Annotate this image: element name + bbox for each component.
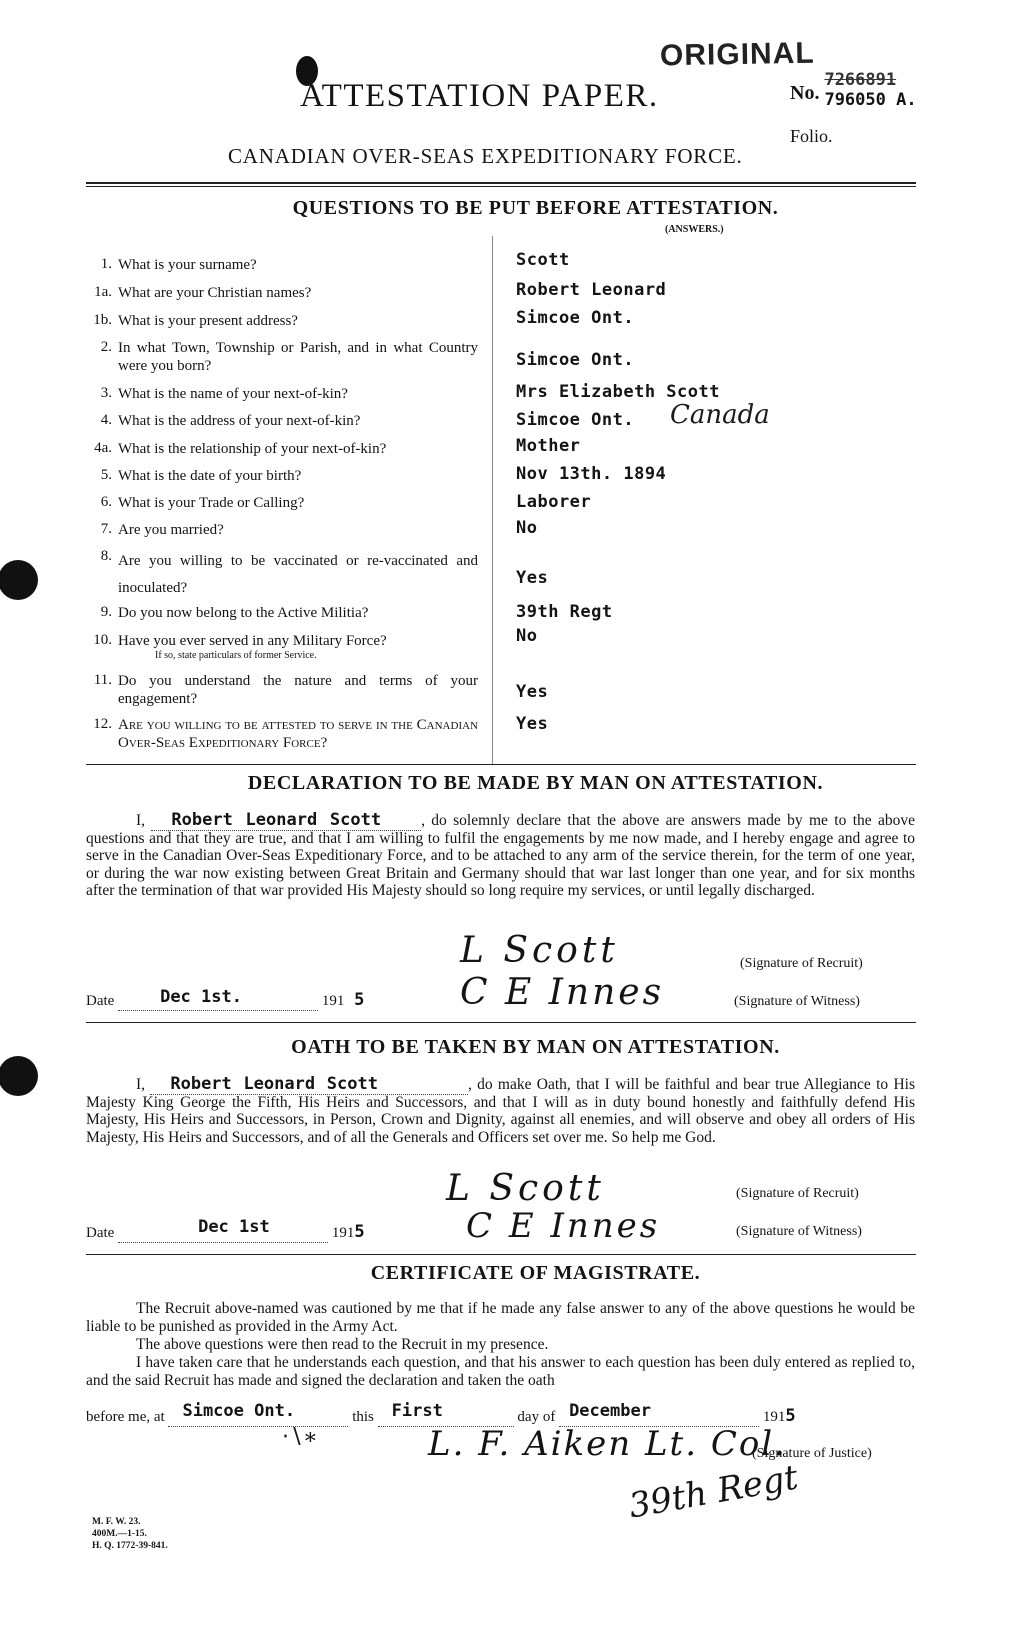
oath-text: I, Robert Leonard Scott , do make Oath, that I will be faithful and bear true Allegiance to His Majesty King George the Fifth, His Heirs and Successors, and that I will as in duty bound honestly and faithfully defend His Majesty, His Heirs and Successors, in Person, Crown and Dignity, against all enemies, and will observe and obey all orders of His Majesty, His Heirs and Successors, and of all the Generals and Officers set over me. So help me God. <box>86 1074 916 1146</box>
magistrate-paragraph-3: I have taken care that he understands each question, and that his answer to each question has been duly entered as replied to, and the said Recruit has made and signed the declaration and taken the oath <box>86 1354 915 1389</box>
header-rule-1 <box>86 182 916 184</box>
declaration-name: Robert Leonard Scott <box>151 810 421 831</box>
answer-next-of-kin-country: Canada <box>670 400 770 430</box>
oath-bottom-rule <box>86 1254 916 1255</box>
answers-label: (ANSWERS.) <box>665 224 724 235</box>
answer-relationship: Mother <box>516 436 581 456</box>
question-text: Have you ever served in any Military Force? <box>118 633 387 649</box>
answer-trade: Laborer <box>516 492 592 512</box>
answer-willing-to-serve: Yes <box>516 714 549 734</box>
question-text: What is your surname? <box>118 257 257 273</box>
answers-column-rule <box>492 236 493 764</box>
declaration-witness-signature: C E Innes <box>460 972 665 1013</box>
punch-hole-top <box>0 560 38 600</box>
question-text: Do you understand the nature and terms of your engagement? <box>118 673 478 707</box>
declaration-text: I, Robert Leonard Scott , do solemnly declare that the above are answers made by me to the above questions and that they are true, and that I am willing to fulfil the engagements by me now made, and I hereby engage and agree to serve in the Canadian Over-Seas Expeditionary Force, and to be attached to any arm of the service therein, for the term of one year, or during the war now existing between Great Britain and Germany should that war last longer than one year, and for six months after the termination of that war provided His Majesty should so long require my services, or until legally discharged. <box>86 810 915 900</box>
question-text: What is your present address? <box>118 313 298 329</box>
answer-militia: 39th Regt <box>516 602 613 622</box>
question-text: Are you willing to be attested to serve in the Canadian Over-Seas Expeditionary Force? <box>118 717 478 751</box>
magistrate-month: December <box>569 1401 651 1421</box>
magistrate-place-date: before me, at Simcoe Ont. this First day of December 1915 <box>86 1401 796 1426</box>
declaration-bottom-rule <box>86 1022 916 1023</box>
oath-name: Robert Leonard Scott <box>150 1074 468 1095</box>
questions-bottom-rule <box>86 764 916 765</box>
answer-married: No <box>516 518 538 538</box>
page-title: ATTESTATION PAPER. <box>300 78 659 114</box>
declaration-recruit-caption: (Signature of Recruit) <box>740 956 863 971</box>
declaration-recruit-signature: L Scott <box>460 930 619 971</box>
question-text: What is the relationship of your next-of-kin? <box>118 441 387 457</box>
declaration-date: Date Dec 1st. 191 5 <box>86 987 365 1010</box>
oath-recruit-caption: (Signature of Recruit) <box>736 1186 859 1201</box>
answer-christian-names: Robert Leonard <box>516 280 667 300</box>
answer-military-service: No <box>516 626 538 646</box>
question-subtext: If so, state particulars of former Service. <box>155 650 317 661</box>
oath-witness-signature: C E Innes <box>466 1206 661 1246</box>
answer-understand-terms: Yes <box>516 682 549 702</box>
magistrate-caption: (Signature of Justice) <box>752 1446 872 1461</box>
answer-next-of-kin: Mrs Elizabeth Scott <box>516 382 720 402</box>
oath-witness-caption: (Signature of Witness) <box>736 1224 862 1239</box>
oath-year-digit: 5 <box>354 1222 365 1242</box>
magistrate-signature-regiment: 39th Regt <box>625 1457 801 1527</box>
question-text: Are you willing to be vaccinated or re-vaccinated and inoculated? <box>118 553 478 596</box>
form-reference: M. F. W. 23. 400M.—1-15. H. Q. 1772-39-841. <box>92 1517 168 1551</box>
question-text: Are you married? <box>118 522 224 538</box>
declaration-witness-caption: (Signature of Witness) <box>734 994 860 1009</box>
oath-date: Date Dec 1st 1915 <box>86 1217 365 1242</box>
answer-surname: Scott <box>516 250 570 270</box>
answer-address: Simcoe Ont. <box>516 308 635 328</box>
magistrate-heading: CERTIFICATE OF MAGISTRATE. <box>370 1262 701 1284</box>
question-text: What is the date of your birth? <box>118 468 302 484</box>
question-text: What is the name of your next-of-kin? <box>118 386 348 402</box>
answer-vaccinated: Yes <box>516 568 549 588</box>
answer-next-of-kin-address: Simcoe Ont. <box>516 410 635 430</box>
answer-birthplace: Simcoe Ont. <box>516 350 635 370</box>
header-rule-2 <box>86 186 916 187</box>
magistrate-marks: ‧∖∗ <box>282 1424 318 1449</box>
magistrate-year-digit: 5 <box>785 1406 796 1426</box>
declaration-year-digit: 5 <box>354 990 365 1010</box>
oath-date-value: Dec 1st <box>198 1217 270 1237</box>
question-text: What is your Trade or Calling? <box>118 495 305 511</box>
questions-heading: QUESTIONS TO BE PUT BEFORE ATTESTATION. <box>292 197 779 219</box>
answer-date-of-birth: Nov 13th. 1894 <box>516 464 667 484</box>
declaration-heading: DECLARATION TO BE MADE BY MAN ON ATTESTATION. <box>247 772 824 794</box>
magistrate-day: First <box>391 1401 443 1421</box>
declaration-date-value: Dec 1st. <box>160 987 242 1007</box>
oath-recruit-signature: L Scott <box>446 1168 605 1209</box>
force-subtitle: CANADIAN OVER-SEAS EXPEDITIONARY FORCE. <box>228 144 743 168</box>
magistrate-paragraph-2: The above questions were then read to the Recruit in my presence. <box>136 1336 549 1353</box>
question-text: What are your Christian names? <box>118 285 312 301</box>
question-text: Do you now belong to the Active Militia? <box>118 605 369 621</box>
question-text: What is the address of your next-of-kin? <box>118 413 361 429</box>
original-stamp: ORIGINAL <box>659 36 815 73</box>
folio-label: Folio. <box>790 126 833 146</box>
magistrate-signature: L. F. Aiken Lt. Col. <box>428 1424 787 1464</box>
oath-heading: OATH TO BE TAKEN BY MAN ON ATTESTATION. <box>291 1036 780 1058</box>
punch-hole-bottom <box>0 1056 38 1096</box>
question-text: In what Town, Township or Parish, and in what Country were you born? <box>118 340 478 374</box>
magistrate-place: Simcoe Ont. <box>182 1401 296 1421</box>
magistrate-paragraph-1: The Recruit above-named was cautioned by me that if he made any false answer to any of the above questions he would be liable to be punished as provided in the Army Act. <box>86 1300 915 1335</box>
regimental-number: No. 7266891 $_{796050 A.}$ <box>790 70 917 110</box>
